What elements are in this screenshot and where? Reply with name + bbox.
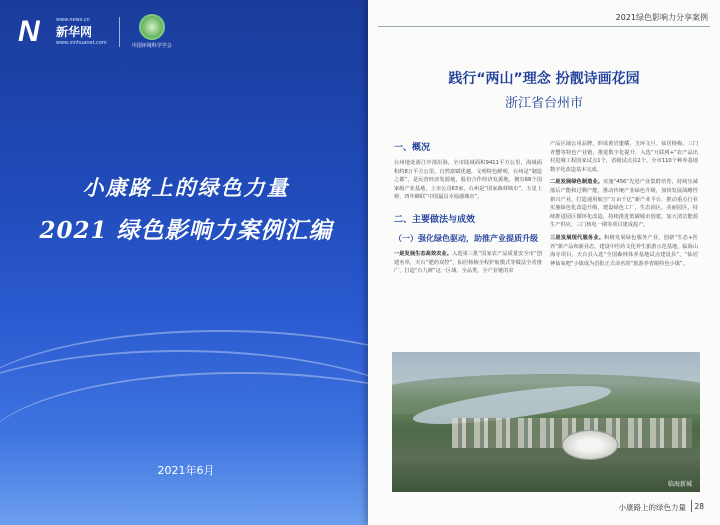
partner-name: 中国环境科学学会 xyxy=(131,43,172,49)
logo-divider xyxy=(119,17,120,47)
para3-text: 积极发展绿色服务产业，创新“生态+医养”新产品和新业态，建设中医药文化养生旅游示范基地，临海山海寺项目，天台县入选“全国森林体养基地试点建设县”，“仙居神仙氧吧”小镇成为首批正式命名的“旅游养省级特色小镇”。 xyxy=(550,234,698,267)
partner-emblem-icon xyxy=(139,14,165,40)
section2-heading: 二、主要做法与成效 xyxy=(394,214,476,225)
para1 xyxy=(394,250,542,276)
para2-text: 实施“456”先进产业集群培育，持续压减落后产能和过剩产能，推动传统产业绿色升级，加快发展战略性新兴产业，打造通用航空“万亩千亿”新产业平台，推动重点行业实施绿色化改造升级，建设绿色工厂，生态园区，美丽园区，持续推进园区循环化改造，持续推进低碳城市创建，加大清洁能源生产供应，三门核电一期等项目建成投产。 xyxy=(550,179,698,229)
para1-lead: 一是发展生态高效农业。 xyxy=(394,250,453,257)
photo-stadium xyxy=(562,430,618,460)
article-title: 践行“两山”理念 扮靓诗画花园 xyxy=(448,71,640,87)
cover-subtitle: 小康路上的绿色力量 xyxy=(82,175,290,200)
para1-text: 入选第三批“国家农产品质量安全市”创建名单，天台“肥药双控”，仙居杨梅全程护航模式等做法全省推广，打造“台九鲜”这一区域、全品类、全产业链的农 xyxy=(394,250,542,275)
right-column xyxy=(550,140,698,268)
logo-name: 新华网 xyxy=(56,25,93,39)
xinhua-logo xyxy=(18,16,107,48)
photo-caption: 临海新城 xyxy=(667,481,692,488)
logo-url: www.xinhuanet.com xyxy=(56,40,107,46)
section1-heading: 一、概况 xyxy=(394,143,431,153)
para2-lead: 二是发展绿色制造业。 xyxy=(550,179,604,186)
footer-separator xyxy=(691,500,692,512)
right-text1: 产品区域公用品牌，形成黄岩蜜橘、玉环文旦、仙居杨梅、三门青蟹等特色产业链，推进数字化提升，入选“互联网+”农产品出村进城工程国家试点1个，省级试点县2个，全市110个种养基地数字化改造基本完成。 xyxy=(550,141,698,173)
footer-text: 小康路上的绿色力量 xyxy=(618,503,686,512)
cover-date: 2021年6月 xyxy=(157,464,215,477)
cover-logos xyxy=(18,14,172,49)
logo-site: www.news.cn xyxy=(56,17,90,23)
header-rule xyxy=(378,26,710,27)
running-header: 2021绿色影响力分享案例 xyxy=(615,13,708,22)
article-place: 浙江省台州市 xyxy=(504,96,583,111)
para3 xyxy=(550,234,698,268)
section1-text: 台州地处浙江中部沿海，全市陆域面积9411平方公里，海域面积约8万平方公里，自然禀赋优越，文明特色鲜明，台州是“制造之都”，是民营经济发源地，股份合作经济发源地，拥有68个国家级产业基地，上市公司63家，台州是“国家森林城市”，五星上榜，四年蝉联“中国最具幸福感城市”。 xyxy=(394,160,542,201)
inner-page xyxy=(368,0,720,525)
left-column xyxy=(394,140,542,276)
partner-logo xyxy=(132,14,172,49)
para2 xyxy=(550,178,698,230)
page-number: 28 xyxy=(694,502,704,511)
cover-title: 2021 绿色影响力案例汇编 xyxy=(39,217,333,244)
cover-wave-decoration xyxy=(0,372,372,525)
section2-subheading: （一）强化绿色驱动，助推产业提质升级 xyxy=(394,233,538,243)
city-aerial-photo xyxy=(392,352,700,492)
xinhua-n-icon: N xyxy=(18,14,40,48)
para3-lead: 三是发展现代服务业。 xyxy=(550,234,605,241)
